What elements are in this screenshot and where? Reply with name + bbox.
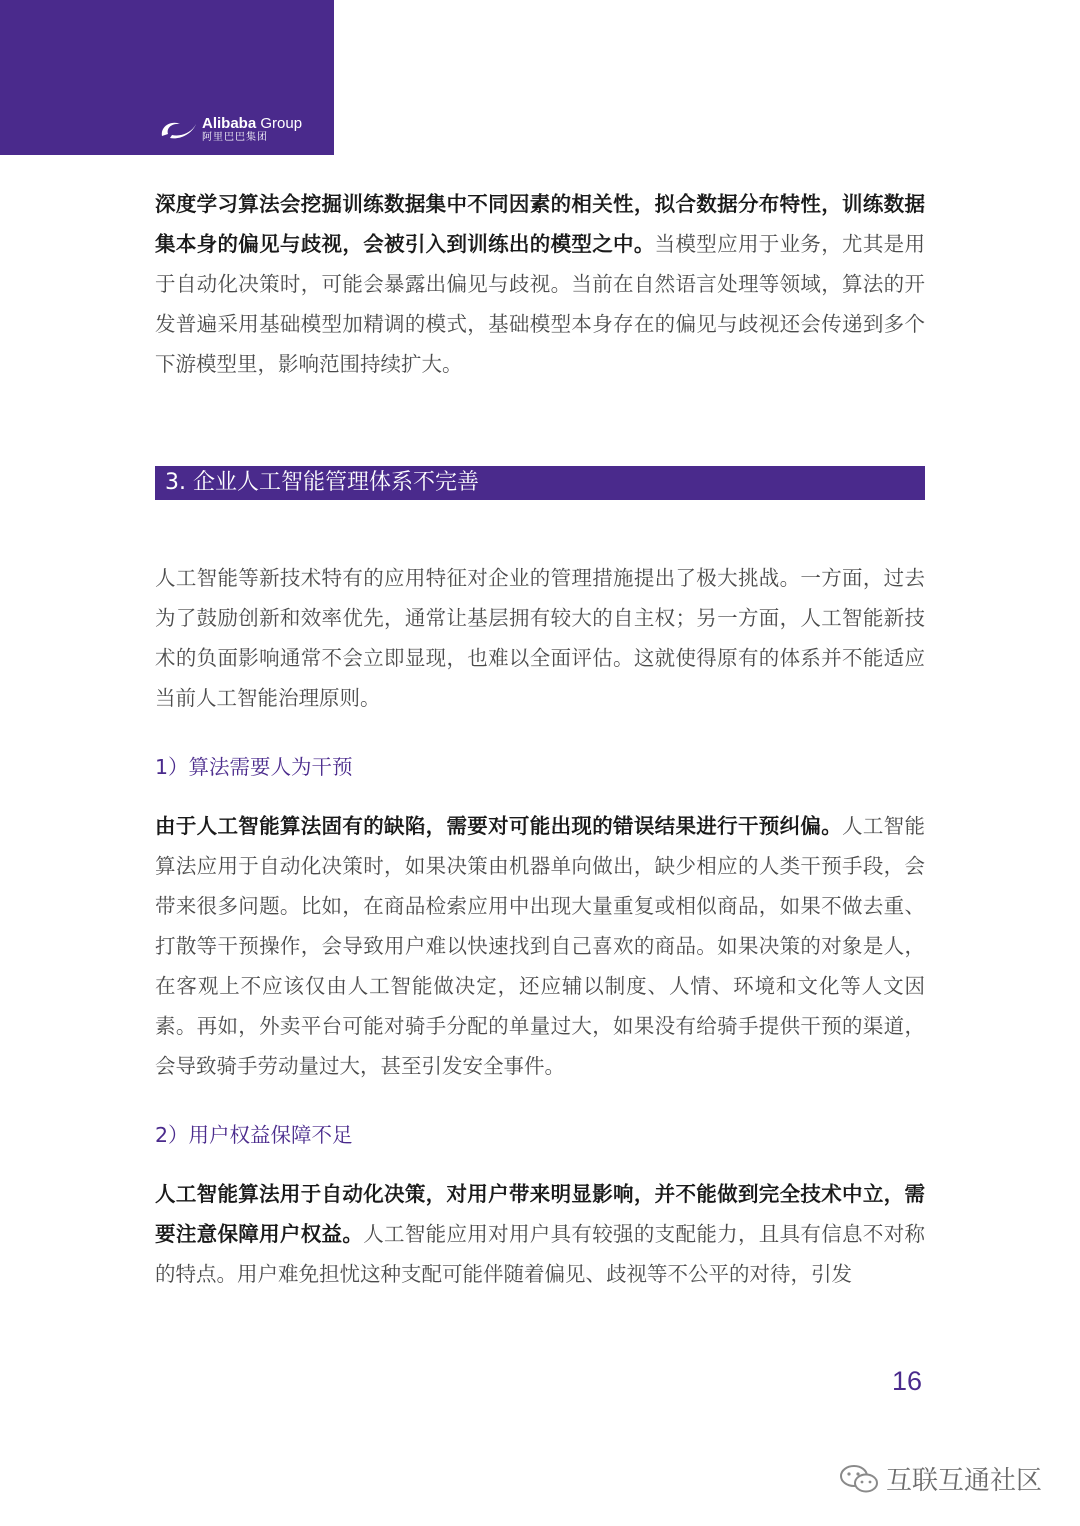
alibaba-logo bbox=[158, 114, 302, 144]
page-number: 16 bbox=[892, 1366, 923, 1396]
alibaba-logo-icon bbox=[158, 114, 198, 144]
paragraph-bold-lead: 人工智能算法用于自动化决策，对用户带来明显影响，并不能做到完全技术中立，需要注意保障用户权益。 bbox=[155, 1182, 925, 1246]
paragraph-bold-lead: 深度学习算法会挖掘训练数据集中不同因素的相关性，拟合数据分布特性，训练数据集本身的偏见与歧视，会被引入到训练出的模型之中。 bbox=[155, 192, 925, 256]
paragraph-user-rights bbox=[155, 1174, 925, 1294]
header-banner bbox=[0, 0, 334, 155]
logo-en-bold: Alibaba bbox=[202, 114, 257, 132]
paragraph-deep-learning bbox=[155, 184, 925, 384]
section-heading: 3. 企业人工智能管理体系不完善 bbox=[155, 466, 925, 500]
paragraph-body: 人工智能算法应用于自动化决策时，如果决策由机器单向做出，缺少相应的人类干预手段，会带来很多问题。比如，在商品检索应用中出现大量重复或相似商品，如果不做去重、打散等干预操作，会导致用户难以快速找到自己喜欢的商品。如果决策的对象是人，在客观上不应该仅由人工智能做决定，还应辅以制度、人情、环境和文化等人文因素。再如，外卖平台可能对骑手分配的单量过大，如果没有给骑手提供干预的渠道，会导致骑手劳动量过大，甚至引发安全事件。 bbox=[155, 814, 926, 1078]
paragraph-body: 人工智能等新技术特有的应用特征对企业的管理措施提出了极大挑战。一方面，过去为了鼓励创新和效率优先，通常让基层拥有较大的自主权；另一方面，人工智能新技术的负面影响通常不会立即显现，也难以全面评估。这就使得原有的体系并不能适应当前人工智能治理原则。 bbox=[155, 566, 925, 710]
paragraph-body: 人工智能应用对用户具有较强的支配能力，且具有信息不对称的特点。用户难免担忧这种支配可能伴随着偏见、歧视等不公平的对待，引发 bbox=[155, 1222, 926, 1286]
paragraph-bold-lead: 由于人工智能算法固有的缺陷，需要对可能出现的错误结果进行干预纠偏。 bbox=[155, 814, 843, 838]
paragraph-intervention bbox=[155, 806, 925, 1086]
paragraph-management bbox=[155, 558, 925, 718]
paragraph-body: 当模型应用于业务，尤其是用于自动化决策时，可能会暴露出偏见与歧视。当前在自然语言处理等领域，算法的开发普遍采用基础模型加精调的模式，基础模型本身存在的偏见与歧视还会传递到多个下游模型里，影响范围持续扩大。 bbox=[155, 232, 926, 376]
subheading-user-rights: 2）用户权益保障不足 bbox=[155, 1123, 353, 1147]
wechat-icon bbox=[838, 1462, 880, 1496]
logo-cn: 阿里巴巴集团 bbox=[202, 131, 268, 143]
wechat-watermark bbox=[838, 1460, 1042, 1497]
logo-en-rest: Group bbox=[256, 114, 303, 132]
subheading-algorithm-intervention: 1）算法需要人为干预 bbox=[155, 755, 353, 779]
watermark-text: 互联互通社区 bbox=[886, 1466, 1043, 1496]
